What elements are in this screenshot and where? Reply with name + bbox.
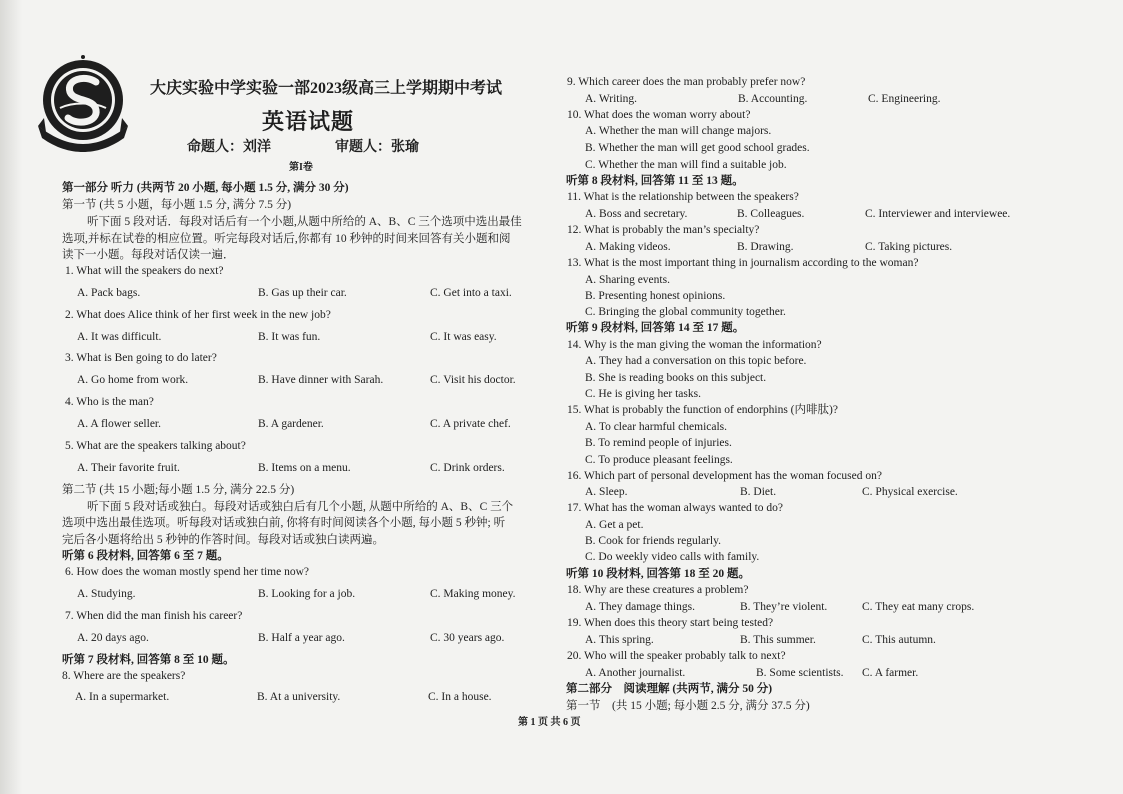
option-b: B. At a university. [257, 691, 341, 703]
material-note: 听第 7 段材料, 回答第 8 至 10 题。 [62, 654, 235, 666]
question-stem: 13. What is the most important thing in journalism according to the woman? [567, 257, 919, 269]
option-b: B. It was fun. [258, 331, 321, 343]
section1-heading: 第一节 (共 5 小题，每小题 1.5 分, 满分 7.5 分) [62, 199, 292, 211]
question-stem: 6. How does the woman mostly spend her time now? [65, 566, 310, 578]
option-b: B. Gas up their car. [258, 287, 347, 299]
question-stem: 12. What is probably the man’s specialty? [567, 224, 760, 236]
question-setter: 命题人：刘洋 [187, 140, 271, 155]
part2-section1-heading: 第一节 (共 15 小题; 每小题 2.5 分, 满分 37.5 分) [566, 700, 810, 712]
section2-heading: 第二节 (共 15 小题;每小题 1.5 分, 满分 22.5 分) [62, 484, 295, 496]
option-a: A. 20 days ago. [77, 632, 149, 644]
question-stem: 10. What does the woman worry about? [567, 109, 751, 121]
material-note: 听第 6 段材料, 回答第 6 至 7 题。 [62, 550, 229, 562]
option-a: A. They damage things. [585, 601, 695, 613]
option-b: B. Half a year ago. [258, 632, 345, 644]
question-stem: 19. When does this theory start being tested? [567, 617, 774, 629]
question-stem: 11. What is the relationship between the speakers? [567, 191, 799, 203]
option-c: C. Drink orders. [430, 462, 505, 474]
option-c: C. A private chef. [430, 418, 511, 430]
option-a: A. Sharing events. [585, 274, 670, 286]
option-c: C. Taking pictures. [865, 241, 953, 253]
option-c: C. To produce pleasant feelings. [585, 454, 733, 466]
material-note: 听第 8 段材料, 回答第 11 至 13 题。 [566, 175, 744, 187]
option-a: A. Making videos. [585, 241, 671, 253]
question-stem: 20. Who will the speaker probably talk to next? [567, 650, 786, 662]
option-a: A. They had a conversation on this topic before. [585, 355, 807, 367]
option-a: A. It was difficult. [77, 331, 162, 343]
option-c: C. Whether the man will find a suitable job. [585, 159, 787, 171]
scan-edge-shadow [0, 0, 22, 794]
option-b: B. Items on a menu. [258, 462, 351, 474]
question-stem: 1. What will the speakers do next? [65, 265, 224, 277]
option-a: A. Another journalist. [585, 667, 686, 679]
material-note: 听第 9 段材料, 回答第 14 至 17 题。 [566, 322, 745, 334]
question-stem: 2. What does Alice think of her first week in the new job? [65, 309, 331, 321]
school-emblem-icon [36, 52, 130, 152]
option-c: C. Bringing the global community together. [585, 306, 786, 318]
option-a: A. In a supermarket. [75, 691, 170, 703]
option-a: A. To clear harmful chemicals. [585, 421, 728, 433]
option-b: B. A gardener. [258, 418, 324, 430]
option-c: C. A farmer. [862, 667, 919, 679]
question-stem: 18. Why are these creatures a problem? [567, 584, 749, 596]
option-b: B. This summer. [740, 634, 816, 646]
question-stem: 8. Where are the speakers? [62, 670, 186, 682]
question-stem: 4. Who is the man? [65, 396, 154, 408]
option-b: B. Looking for a job. [258, 588, 356, 600]
option-a: A. Pack bags. [77, 287, 141, 299]
option-a: A. Studying. [77, 588, 136, 600]
exam-title: 大庆实验中学实验一部2023级高三上学期期中考试 [150, 80, 503, 97]
question-stem: 5. What are the speakers talking about? [65, 440, 246, 452]
option-c: C. Making money. [430, 588, 516, 600]
question-stem: 7. When did the man finish his career? [65, 610, 243, 622]
option-a: A. Get a pet. [585, 519, 644, 531]
option-c: C. It was easy. [430, 331, 497, 343]
option-c: C. Get into a taxi. [430, 287, 512, 299]
option-a: A. This spring. [585, 634, 654, 646]
option-b: B. To remind people of injuries. [585, 437, 732, 449]
option-b: B. Whether the man will get good school grades. [585, 142, 810, 154]
option-c: C. Physical exercise. [862, 486, 958, 498]
section2-instruction-line: 完后各小题将给出 5 秒钟的作答时间。每段对话或独白读两遍。 [62, 534, 384, 546]
option-b: B. She is reading books on this subject. [585, 372, 767, 384]
page-number: 第 1 页 共 6 页 [518, 717, 581, 728]
subject-title: 英语试题 [262, 109, 355, 134]
option-a: A. Boss and secretary. [585, 208, 688, 220]
part1-heading: 第一部分 听力 (共两节 20 小题, 每小题 1.5 分, 满分 30 分) [62, 182, 349, 194]
material-note: 听第 10 段材料, 回答第 18 至 20 题。 [566, 568, 750, 580]
section2-instruction-line: 听下面 5 段对话或独白。每段对话或独白后有几个小题, 从题中所给的 A、B、C 三个 [87, 501, 514, 513]
question-stem: 9. Which career does the man probably prefer now? [567, 76, 806, 88]
option-a: A. Go home from work. [77, 374, 189, 386]
option-a: A. A flower seller. [77, 418, 161, 430]
option-b: B. Colleagues. [737, 208, 805, 220]
option-a: A. Their favorite fruit. [77, 462, 180, 474]
section1-instruction-line: 读下一小题。每段对话仅读一遍． [62, 249, 235, 261]
option-c: C. Engineering. [868, 93, 941, 105]
volume-label: 第I卷 [289, 162, 313, 173]
option-b: B. Some scientists. [756, 667, 844, 679]
option-c: C. They eat many crops. [862, 601, 975, 613]
option-c: C. Interviewer and interviewee. [865, 208, 1011, 220]
option-b: B. They’re violent. [740, 601, 828, 613]
part2-heading: 第二部分 阅读理解 (共两节, 满分 50 分) [566, 683, 773, 695]
question-reviewer: 审题人：张瑜 [335, 140, 419, 155]
section1-instruction-line: 听下面 5 段对话．每段对话后有一个小题,从题中所给的 A、B、C 三个选项中选出最佳 [87, 216, 522, 228]
option-c: C. Visit his doctor. [430, 374, 516, 386]
option-c: C. This autumn. [862, 634, 936, 646]
option-c: C. He is giving her tasks. [585, 388, 701, 400]
section2-instruction-line: 选项中选出最佳选项。听每段对话或独白前, 你将有时间阅读各个小题, 每小题 5 秒钟; 听 [62, 517, 506, 529]
question-stem: 3. What is Ben going to do later? [65, 352, 217, 364]
option-b: B. Drawing. [737, 241, 794, 253]
option-b: B. Cook for friends regularly. [585, 535, 721, 547]
question-stem: 15. What is probably the function of endorphins (内啡肽)? [567, 404, 838, 416]
option-b: B. Presenting honest opinions. [585, 290, 726, 302]
question-stem: 17. What has the woman always wanted to do? [567, 502, 783, 514]
option-b: B. Accounting. [738, 93, 808, 105]
question-stem: 14. Why is the man giving the woman the information? [567, 339, 822, 351]
option-b: B. Diet. [740, 486, 777, 498]
section1-instruction-line: 选项,并标在试卷的相应位置。听完每段对话后,你都有 10 秒钟的时间来回答有关小题和阅 [62, 233, 511, 245]
question-stem: 16. Which part of personal development has the woman focused on? [567, 470, 882, 482]
option-a: A. Whether the man will change majors. [585, 125, 772, 137]
option-a: A. Sleep. [585, 486, 628, 498]
option-a: A. Writing. [585, 93, 638, 105]
option-c: C. Do weekly video calls with family. [585, 551, 760, 563]
option-b: B. Have dinner with Sarah. [258, 374, 384, 386]
option-c: C. In a house. [428, 691, 492, 703]
option-c: C. 30 years ago. [430, 632, 505, 644]
